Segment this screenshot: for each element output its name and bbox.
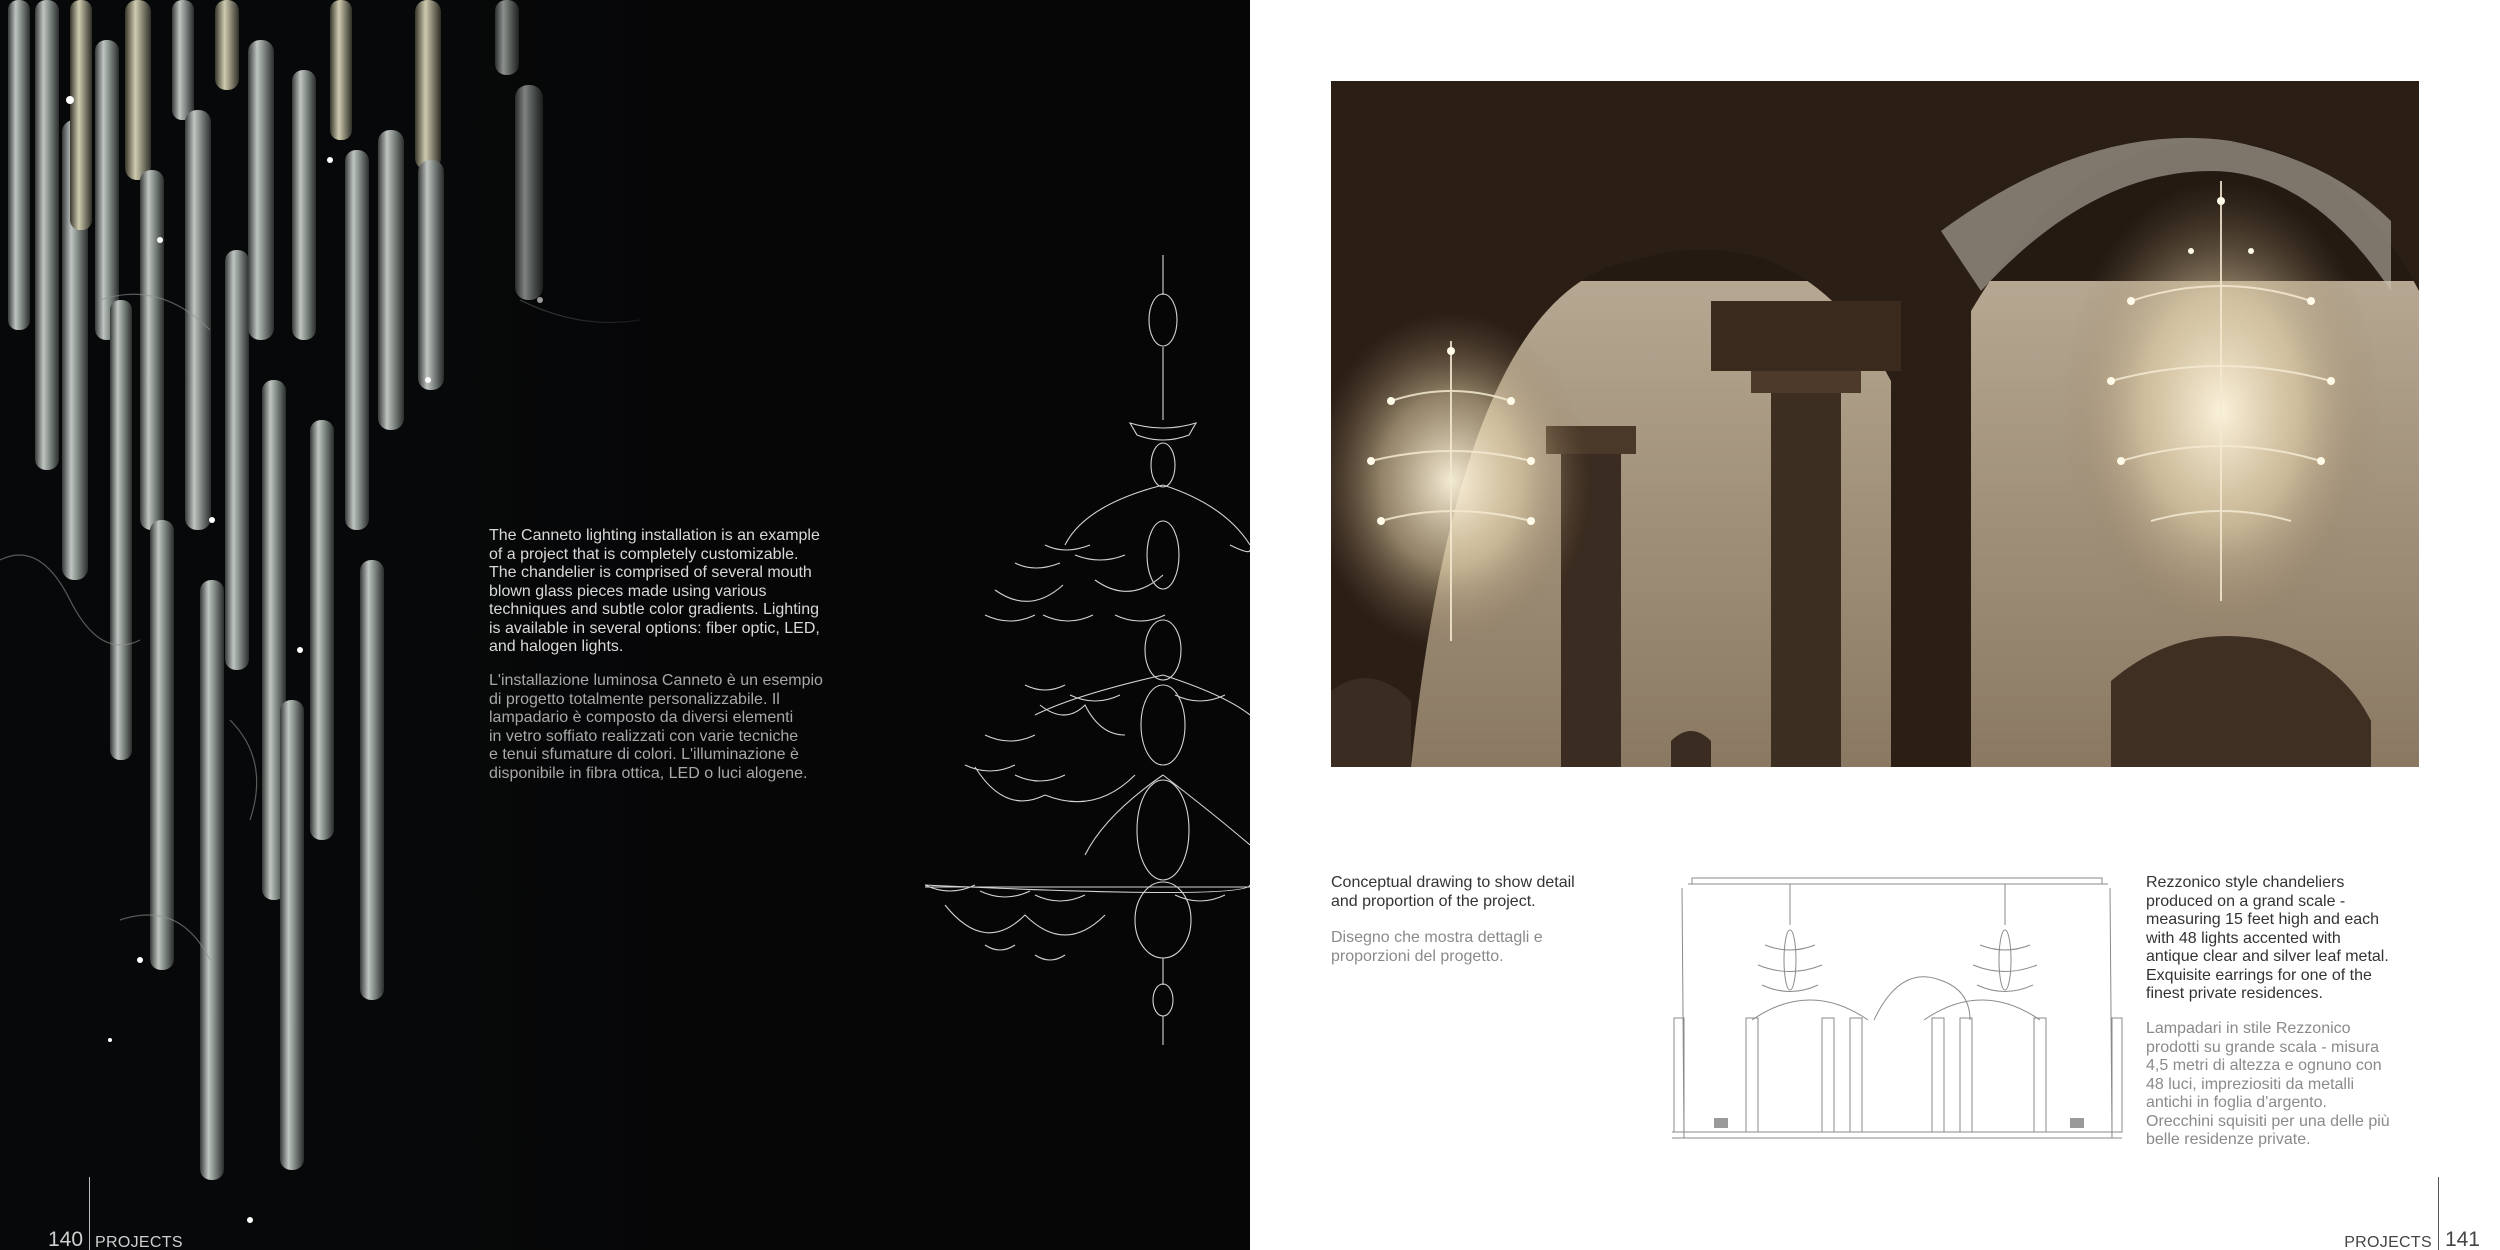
page-number: 140 bbox=[48, 1228, 84, 1250]
project-description-italian: L'installazione luminosa Canneto è un esempio di progetto totalmente personalizzabile. Il lampadario è composto da diversi elementi in vetro soffiato realizzati con varie tecniche e tenui sfumature di colori. L'illuminazione è disponibile in fibra ottica, LED o luci alogene. bbox=[489, 672, 823, 782]
chandelier-line-drawing bbox=[925, 255, 1250, 1045]
architectural-elevation-drawing bbox=[1670, 870, 2130, 1145]
chandeliers-caption-english: Rezzonico style chandeliers produced on a grand scale - measuring 15 feet high and each with 48 lights accented with antique clear and silver leaf metal. Exquisite earrings for one of the finest private residences. bbox=[2146, 874, 2389, 1002]
section-label: PROJECTS bbox=[2344, 1234, 2432, 1250]
chandeliers-caption-italian: Lampadari in stile Rezzonico prodotti su grande scala - misura 4,5 metri di altezza e ognuno con 48 luci, impreziositi da metalli antichi in foglia d'argento. Orecchini squisiti per una delle più belle residenze private. bbox=[2146, 1020, 2390, 1148]
folio-divider bbox=[89, 1177, 90, 1250]
section-label: PROJECTS bbox=[95, 1234, 183, 1250]
page-folio-left bbox=[48, 1177, 183, 1250]
page-folio-right bbox=[2344, 1177, 2480, 1250]
right-page bbox=[1250, 0, 2500, 1250]
rezzonico-hall-photo bbox=[1331, 81, 2419, 767]
project-description-english: The Canneto lighting installation is an example of a project that is completely customizable. The chandelier is comprised of several mouth blown glass pieces made using various techniques and subtle color gradients. Lighting is available in several options: fiber optic, LED, and halogen lights. bbox=[489, 527, 820, 655]
drawing-caption-english: Conceptual drawing to show detail and proportion of the project. bbox=[1331, 874, 1575, 910]
page-number: 141 bbox=[2444, 1228, 2480, 1250]
drawing-caption-italian: Disegno che mostra dettagli e proporzioni del progetto. bbox=[1331, 929, 1543, 965]
folio-divider bbox=[2438, 1177, 2439, 1250]
